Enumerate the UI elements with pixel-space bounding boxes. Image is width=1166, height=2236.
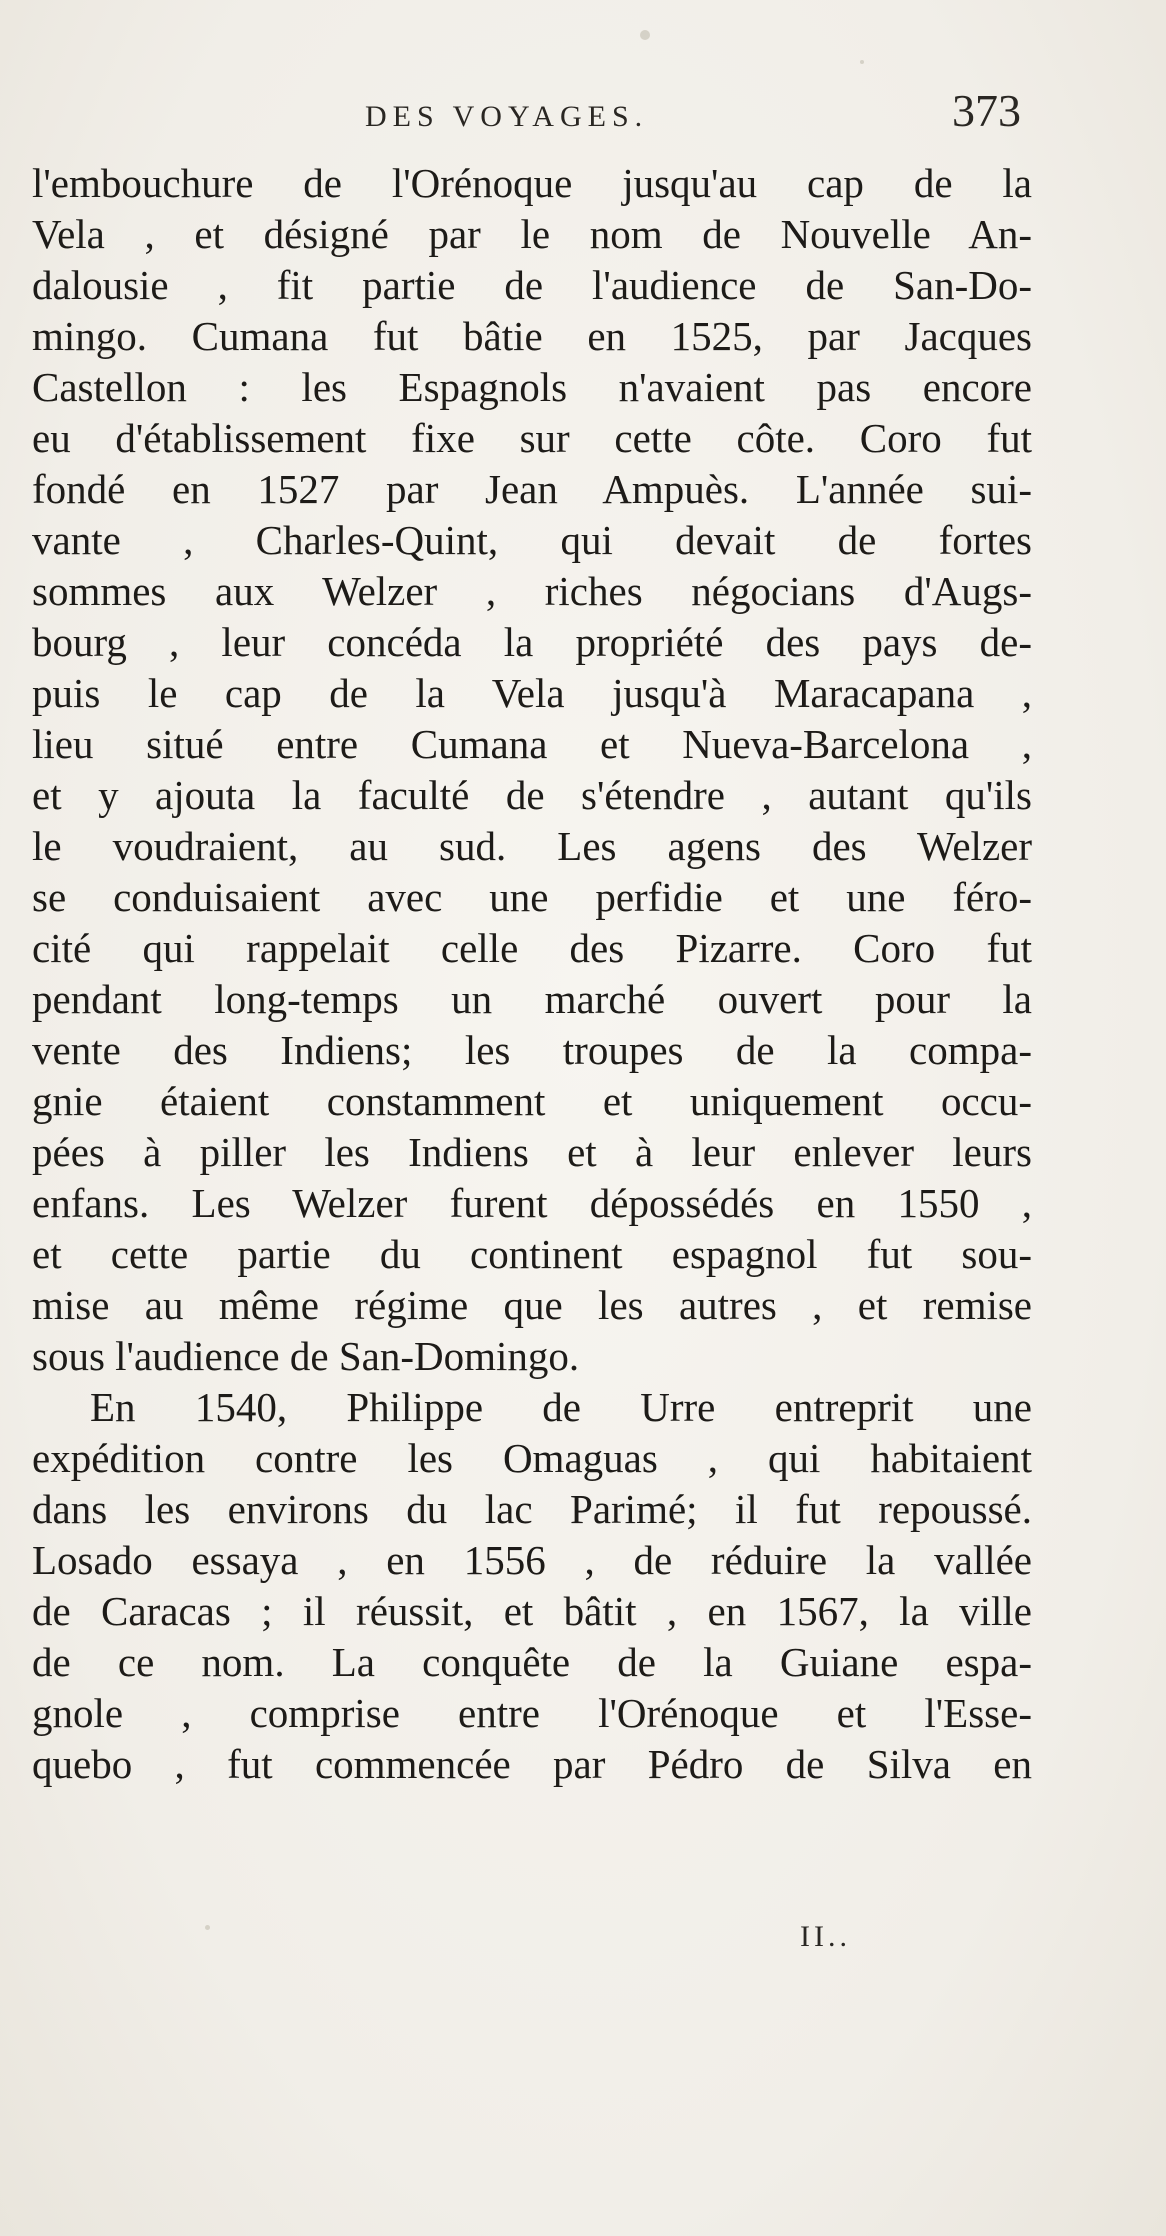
text-line: vente des Indiens; les troupes de la compa- — [32, 1027, 1032, 1073]
text-line: Losado essaya , en 1556 , de réduire la vallée — [32, 1537, 1032, 1583]
text-line: Vela , et désigné par le nom de Nouvelle An- — [32, 211, 1032, 257]
running-head: DES VOYAGES. — [365, 100, 649, 133]
text-line: gnole , comprise entre l'Orénoque et l'Esse- — [32, 1690, 1032, 1736]
text-line: Castellon : les Espagnols n'avaient pas encore — [32, 364, 1032, 410]
text-line: puis le cap de la Vela jusqu'à Maracapana , — [32, 670, 1032, 716]
text-line: sous l'audience de San-Domingo. — [32, 1333, 580, 1379]
text-line: quebo , fut commencée par Pédro de Silva en — [32, 1741, 1032, 1787]
body-text — [32, 158, 1032, 1790]
text-line: mise au même régime que les autres , et remise — [32, 1282, 1032, 1328]
text-line: dalousie , fit partie de l'audience de San-Do- — [32, 262, 1032, 308]
paper-speck — [860, 60, 864, 64]
paper-speck — [640, 30, 650, 40]
text-line: expédition contre les Omaguas , qui habitaient — [32, 1435, 1032, 1481]
text-line: sommes aux Welzer , riches négocians d'Augs- — [32, 568, 1032, 614]
text-line: mingo. Cumana fut bâtie en 1525, par Jacques — [32, 313, 1032, 359]
text-line: enfans. Les Welzer furent dépossédés en 1550 , — [32, 1180, 1032, 1226]
text-line: l'embouchure de l'Orénoque jusqu'au cap de la — [32, 160, 1032, 206]
page-number: 373 — [952, 85, 1021, 136]
text-line: et cette partie du continent espagnol fut sou- — [32, 1231, 1032, 1277]
signature-mark: II.. — [800, 1920, 851, 1953]
paper-speck — [205, 1925, 210, 1930]
text-line: eu d'établissement fixe sur cette côte. Coro fut — [32, 415, 1032, 461]
text-line: gnie étaient constamment et uniquement occu- — [32, 1078, 1032, 1124]
text-line: de ce nom. La conquête de la Guiane espa- — [32, 1639, 1032, 1685]
text-line: et y ajouta la faculté de s'étendre , autant qu'ils — [32, 772, 1032, 818]
text-line: dans les environs du lac Parimé; il fut repoussé. — [32, 1486, 1032, 1532]
text-line: se conduisaient avec une perfidie et une féro- — [32, 874, 1032, 920]
text-line: lieu situé entre Cumana et Nueva-Barcelona , — [32, 721, 1032, 767]
text-line: cité qui rappelait celle des Pizarre. Coro fut — [32, 925, 1032, 971]
text-line: En 1540, Philippe de Urre entreprit une — [90, 1384, 1032, 1430]
text-line: bourg , leur concéda la propriété des pays de- — [32, 619, 1032, 665]
text-line: pendant long-temps un marché ouvert pour la — [32, 976, 1032, 1022]
text-line: le voudraient, au sud. Les agens des Welzer — [32, 823, 1032, 869]
text-line: de Caracas ; il réussit, et bâtit , en 1567, la ville — [32, 1588, 1032, 1634]
text-line: fondé en 1527 par Jean Ampuès. L'année sui- — [32, 466, 1032, 512]
text-line: pées à piller les Indiens et à leur enlever leurs — [32, 1129, 1032, 1175]
text-line: vante , Charles-Quint, qui devait de fortes — [32, 517, 1032, 563]
